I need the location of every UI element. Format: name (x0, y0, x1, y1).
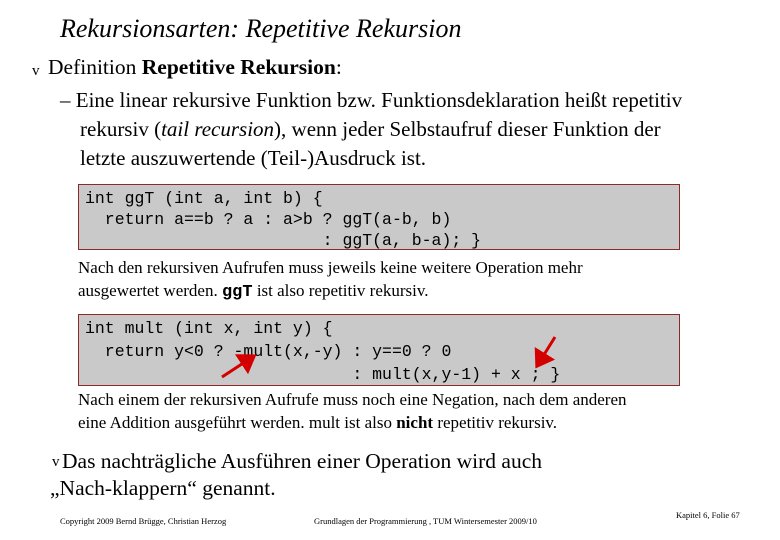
definition-line-3: letzte auszuwertende (Teil-)Ausdruck ist. (80, 146, 427, 170)
arrow-negation-icon (222, 356, 254, 377)
footer-slide-number: Kapitel 6, Folie 67 (676, 510, 740, 520)
nicht-bold: nicht (396, 413, 434, 432)
footer-copyright: Copyright 2009 Bernd Brügge, Christian Herzog (60, 516, 227, 526)
note-mult-line-2 (78, 413, 557, 433)
bullet-icon: v (52, 454, 60, 470)
definition-colon: : (335, 55, 342, 79)
code-line: return y<0 ? -mult(x,-y) : y==0 ? 0 (85, 342, 452, 361)
definition-line-1: – Eine linear rekursive Funktion bzw. Funktionsdeklaration heißt repetitiv (60, 88, 683, 112)
definition-line-2-b: ), wenn jeder Selbstaufruf dieser Funktion der (274, 117, 661, 141)
last-bullet-line-2: „Nach-klappern“ genannt. (50, 476, 276, 500)
definition-term: Repetitive Rekursion (141, 55, 336, 79)
note-ggt-text-end: ist also repetitiv rekursiv. (252, 281, 429, 300)
definition-prefix: Definition (48, 55, 142, 79)
code-line: : ggT(a, b-a); } (85, 231, 482, 250)
tail-recursion-term: tail recursion (161, 117, 275, 141)
slide-title: Rekursionsarten: Repetitive Rekursion (60, 14, 462, 43)
last-bullet-line-1: Das nachträgliche Ausführen einer Operation wird auch (62, 449, 542, 473)
footer-course: Grundlagen der Programmierung , TUM Wintersemester 2009/10 (314, 516, 537, 526)
code-line: int mult (int x, int y) { (85, 319, 333, 338)
arrow-addition-icon (537, 337, 555, 366)
definition-line-2-a: rekursiv ( (80, 117, 162, 141)
code-line: int ggT (int a, int b) { (85, 189, 323, 208)
bullet-icon: v (32, 63, 40, 79)
note-mult-line-1: Nach einem der rekursiven Aufrufe muss noch eine Negation, nach dem anderen (78, 390, 627, 409)
note-ggt-line-1: Nach den rekursiven Aufrufen muss jeweils keine weitere Operation mehr (78, 258, 583, 277)
code-line: return a==b ? a : a>b ? ggT(a-b, b) (85, 210, 452, 229)
note-mult-text: eine Addition ausgeführt werden. mult ist also (78, 413, 397, 432)
ggt-code-inline: ggT (221, 283, 253, 302)
code-line: : mult(x,y-1) + x ; } (85, 365, 561, 384)
note-ggt-text: ausgewertet werden. (78, 281, 222, 300)
note-mult-text-end: repetitiv rekursiv. (433, 413, 558, 432)
